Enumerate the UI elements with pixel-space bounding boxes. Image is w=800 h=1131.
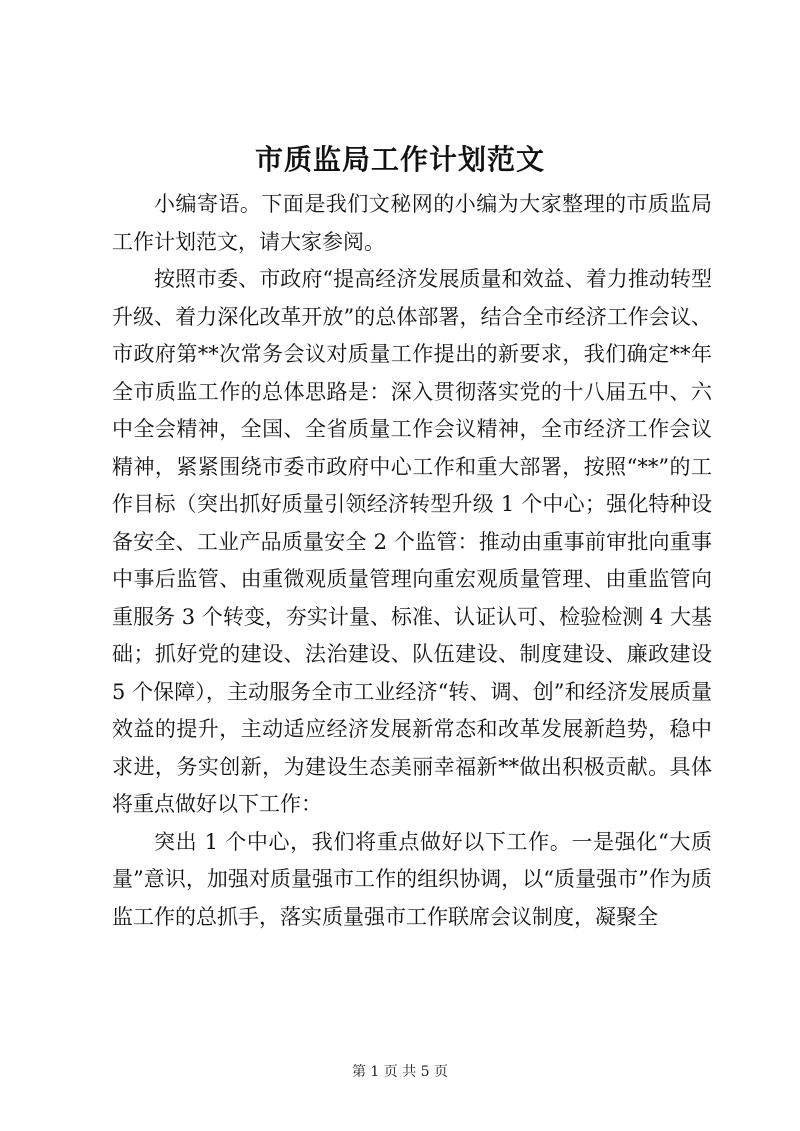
document-body [112, 186, 712, 936]
page-footer: 第 1 页 共 5 页 [351, 1064, 449, 1080]
paragraph-overall-plan: 按照市委、市政府“提高经济发展质量和效益、着力推动转型升级、着力深化改革开放”的总体部署，结合全市经济工作会议、市政府第**次常务会议对质量工作提出的新要求，我们确定**年全市质监工作的总体思路是：深入贯彻落实党的十八届五中、六中全会精神，全国、全省质量工作会议精神，全市经济工作会议精神，紧紧围绕市委市政府中心工作和重大部署，按照“**”的工作目标（突出抓好质量引领经济转型升级 1 个中心；强化特种设备安全、工业产品质量安全 2 个监管：推动由重事前审批向重事中事后监管、由重微观质量管理向重宏观质量管理、由重监管向重服务 3 个转变，夯实计量、标准、认证认可、检验检测 4 大基础；抓好党的建设、法治建设、队伍建设、制度建设、廉政建设 5 个保障），主动服务全市工业经济“转、调、创”和经济发展质量效益的提升，主动适应经济发展新常态和改革发展新趋势，稳中求进，务实创新，为建设生态美丽幸福新**做出积极贡献。具体将重点做好以下工作： [112, 267, 712, 816]
document-title: 市质监局工作计划范文 [254, 143, 545, 176]
paragraph-center-work: 突出 1 个中心，我们将重点做好以下工作。一是强化“大质量”意识，加强对质量强市工作的组织协调，以“质量强市”作为质监工作的总抓手，落实质量强市工作联席会议制度，凝聚全 [112, 829, 712, 929]
paragraph-intro: 小编寄语。下面是我们文秘网的小编为大家整理的市质监局工作计划范文，请大家参阅。 [112, 192, 712, 254]
